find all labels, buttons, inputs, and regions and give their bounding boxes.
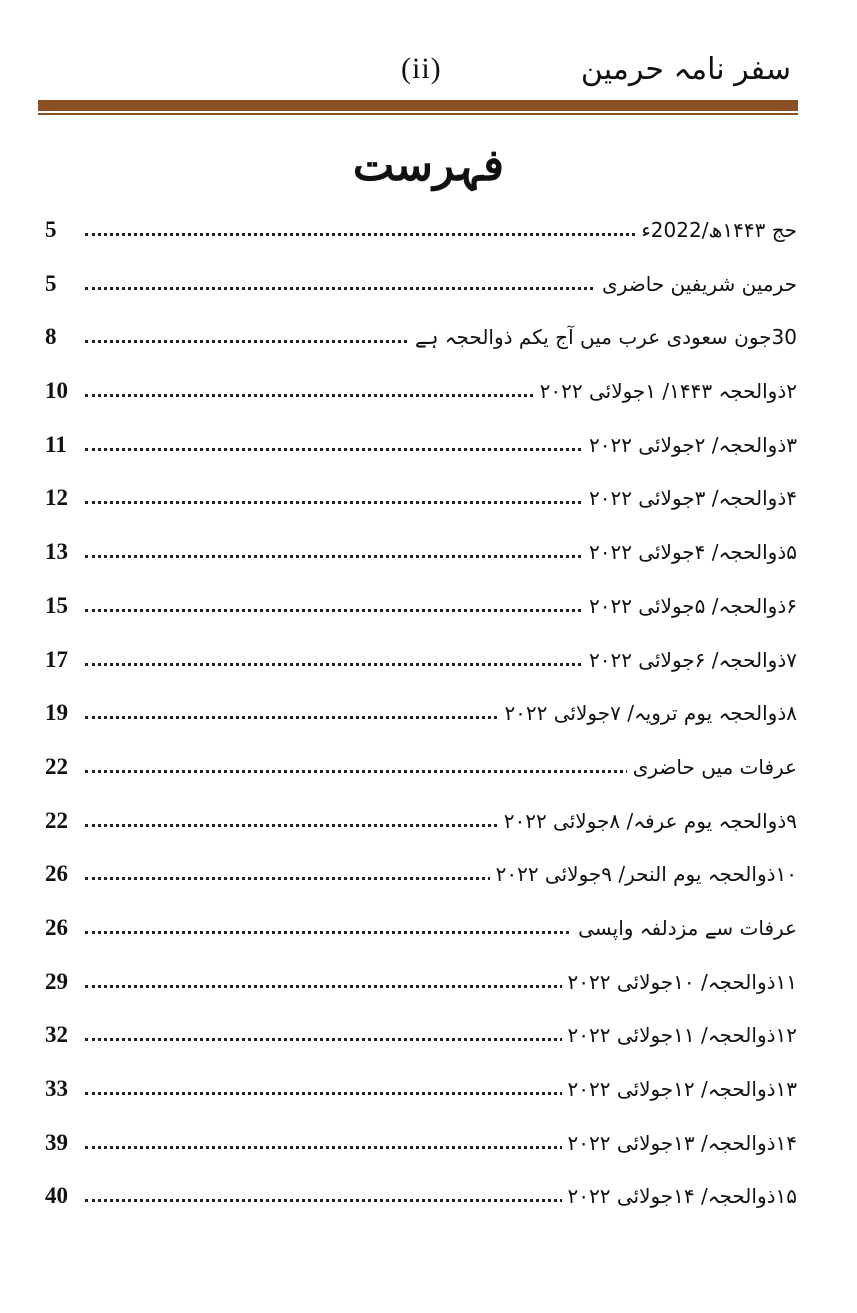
toc-entry[interactable] — [45, 532, 797, 586]
toc-entry-page: 26 — [45, 914, 68, 940]
toc-entry-page: 5 — [45, 217, 57, 242]
toc-entry[interactable] — [45, 908, 797, 962]
toc-entry-page: 33 — [45, 1076, 68, 1101]
toc-entry-text: ۱۰ذوالحجہ یوم النحر/ ۹جولائی ۲۰۲۲ — [490, 862, 797, 886]
toc-title: فہرست — [352, 140, 505, 191]
toc-entry[interactable] — [45, 478, 797, 532]
toc-entry-page: 11 — [45, 431, 67, 457]
toc-entry[interactable] — [45, 1015, 797, 1069]
toc-entry[interactable] — [45, 854, 797, 908]
toc-entry-text: ۱۴ذوالحجہ/ ۱۳جولائی ۲۰۲۲ — [562, 1131, 798, 1155]
toc-entry-text: ۲ذوالحجہ ۱۴۴۳/ ۱جولائی ۲۰۲۲ — [534, 379, 797, 403]
toc-entry-page: 17 — [45, 646, 68, 672]
toc-entry-page: 26 — [45, 861, 68, 887]
toc-entry[interactable] — [45, 371, 797, 425]
toc-entry-page: 19 — [45, 700, 68, 726]
toc-entry-page: 12 — [45, 485, 68, 511]
toc-entry[interactable] — [45, 747, 797, 801]
toc-entry-page: 32 — [45, 1022, 68, 1048]
toc-entry-text: ۵ذوالحجہ/ ۴جولائی ۲۰۲۲ — [583, 540, 797, 564]
toc-entry[interactable] — [45, 801, 797, 855]
toc-entry-text: عرفات میں حاضری — [627, 755, 797, 779]
toc-entry[interactable] — [45, 1123, 797, 1177]
toc-entry-page: 29 — [45, 968, 68, 994]
toc-entry-text: ۳ذوالحجہ/ ۲جولائی ۲۰۲۲ — [583, 433, 797, 457]
toc-entry[interactable] — [45, 1069, 797, 1123]
toc-entry-page: 15 — [45, 592, 68, 618]
toc-entry-text: ۱۲ذوالحجہ/ ۱۱جولائی ۲۰۲۲ — [562, 1023, 798, 1047]
toc-list — [45, 210, 797, 1230]
toc-entry[interactable] — [45, 640, 797, 694]
toc-entry-text: ۱۵ذوالحجہ/ ۱۴جولائی ۲۰۲۲ — [562, 1184, 798, 1208]
toc-entry-text: حج ۱۴۴۳ھ/2022ء — [635, 218, 797, 242]
toc-entry[interactable] — [45, 962, 797, 1016]
toc-entry-text: حرمین شریفین حاضری — [596, 272, 797, 296]
header-rule-thin — [38, 113, 798, 115]
toc-entry-page: 22 — [45, 753, 68, 779]
toc-entry[interactable] — [45, 1176, 797, 1230]
running-header-title: سفر نامہ حرمین — [580, 52, 791, 87]
toc-entry[interactable] — [45, 317, 797, 371]
toc-entry-page: 39 — [45, 1129, 68, 1155]
toc-entry-text: ۸ذوالحجہ یوم ترویہ/ ۷جولائی ۲۰۲۲ — [498, 701, 797, 725]
toc-entry-page: 40 — [45, 1183, 68, 1209]
toc-entry-text: ۱۳ذوالحجہ/ ۱۲جولائی ۲۰۲۲ — [562, 1077, 798, 1101]
page-number: (ii) — [401, 52, 442, 85]
toc-entry-text: 30جون سعودی عرب میں آج یکم ذوالحجہ ہے — [409, 325, 797, 349]
toc-entry[interactable] — [45, 693, 797, 747]
toc-entry-text: ۱۱ذوالحجہ/ ۱۰جولائی ۲۰۲۲ — [562, 970, 798, 994]
toc-entry-page: 5 — [45, 270, 57, 296]
toc-entry[interactable] — [45, 586, 797, 640]
toc-entry[interactable] — [45, 210, 797, 264]
toc-entry-text: ۶ذوالحجہ/ ۵جولائی ۲۰۲۲ — [583, 594, 797, 618]
toc-entry-text: ۴ذوالحجہ/ ۳جولائی ۲۰۲۲ — [583, 486, 797, 510]
toc-entry-page: 22 — [45, 807, 68, 833]
header-rule-thick — [38, 100, 798, 111]
toc-entry[interactable] — [45, 425, 797, 479]
toc-entry-page: 8 — [45, 324, 57, 350]
toc-entry-page: 10 — [45, 378, 68, 404]
toc-entry-text: ۹ذوالحجہ یوم عرفہ/ ۸جولائی ۲۰۲۲ — [498, 809, 797, 833]
toc-entry[interactable] — [45, 264, 797, 318]
toc-entry-text: عرفات سے مزدلفہ واپسی — [572, 916, 797, 940]
toc-entry-page: 13 — [45, 539, 68, 565]
toc-entry-text: ۷ذوالحجہ/ ۶جولائی ۲۰۲۲ — [583, 648, 797, 672]
